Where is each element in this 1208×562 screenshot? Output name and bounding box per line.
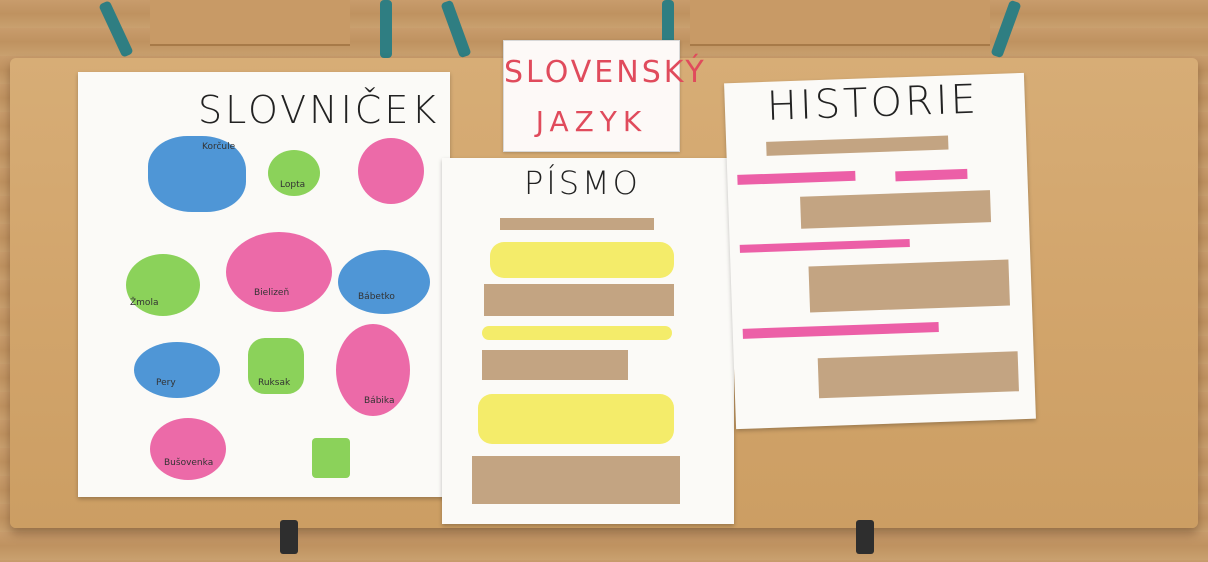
sign-line-1: SLOVENSKÝ: [504, 55, 707, 90]
text-strip: [766, 136, 948, 156]
text-strip: [472, 456, 680, 504]
skate-drawing: [148, 136, 246, 212]
item-label: Bábetko: [358, 292, 395, 302]
pink-circle-drawing: [150, 418, 226, 480]
text-strip-pink: [895, 169, 967, 182]
item-label: Korčule: [202, 142, 236, 152]
poster-pismo: [442, 158, 734, 524]
chair-leg: [990, 0, 1021, 58]
backpack-drawing: [248, 338, 304, 394]
text-strip: [818, 351, 1019, 398]
text-strip: [484, 284, 674, 316]
poster-title: SLOVNIČEK: [198, 88, 440, 132]
title-sign: [503, 40, 707, 152]
laundry-drawing: [226, 232, 332, 312]
poster-title: HISTORIE: [766, 76, 980, 130]
item-label: Bušovenka: [164, 458, 214, 468]
text-strip: [800, 190, 991, 229]
chair-leg: [98, 0, 133, 58]
table-leg: [280, 520, 298, 554]
item-label: Lopta: [280, 180, 306, 190]
chair-leg: [380, 0, 392, 58]
text-strip-yellow: [482, 326, 672, 340]
poster-title: PÍSMO: [524, 164, 641, 202]
text-strip: [500, 218, 654, 230]
table-leg: [856, 520, 874, 554]
green-square-drawing: [312, 438, 350, 478]
text-strip-yellow: [490, 242, 674, 278]
chair-leg: [440, 0, 471, 58]
item-label: Bábika: [364, 396, 395, 406]
chair-back-right: [690, 0, 990, 46]
poster-slovnicek: [78, 72, 450, 497]
sign-line-2: JAZYK: [535, 105, 648, 138]
item-label: Žmola: [130, 298, 159, 308]
text-strip: [808, 260, 1009, 313]
ball-drawing: [268, 150, 320, 196]
text-strip-pink: [740, 239, 910, 253]
text-strip-pink: [737, 171, 855, 185]
text-strip-yellow: [478, 394, 674, 444]
lips-drawing: [134, 342, 220, 398]
item-label: Bielizeň: [254, 288, 290, 298]
item-label: Pery: [156, 378, 176, 388]
item-label: Ruksak: [258, 378, 291, 388]
text-strip-pink: [743, 322, 939, 339]
doll-drawing: [336, 324, 410, 416]
chair-back-left: [150, 0, 350, 46]
poster-historie: [724, 73, 1036, 429]
text-strip: [482, 350, 628, 380]
pink-drawing: [358, 138, 424, 204]
baby-drawing: [338, 250, 430, 314]
turtle-drawing: [126, 254, 200, 316]
